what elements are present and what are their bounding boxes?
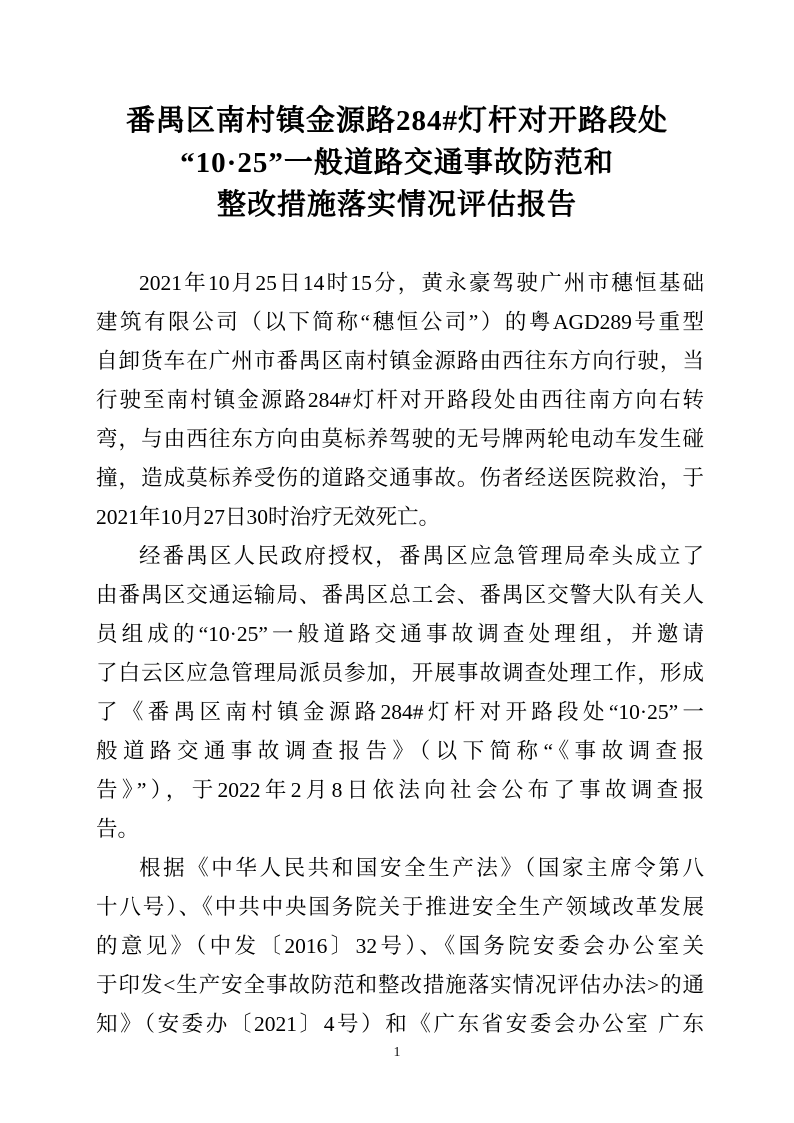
- document-title: [0, 100, 794, 226]
- text-line: 由番禺区交通运输局、番禺区总工会、番禺区交警大队有关人: [96, 583, 704, 607]
- text-line: 2021年10月27日30时治疗无效死亡。: [96, 505, 441, 529]
- text-line: 告》”），于2022年2月8日依法向社会公布了事故调查报: [96, 778, 704, 802]
- text-line: 建筑有限公司（以下简称“穗恒公司”）的粤AGD289号重型: [96, 310, 704, 334]
- title-line: 整改措施落实情况评估报告: [216, 189, 577, 221]
- text-line: 经番禺区人民政府授权，番禺区应急管理局牵头成立了: [139, 544, 704, 568]
- title-line: “10·25”一般道路交通事故防范和: [180, 147, 614, 179]
- text-line: 弯，与由西往东方向由莫标养驾驶的无号牌两轮电动车发生碰: [96, 427, 704, 451]
- text-line: 般道路交通事故调查报告》（以下简称“《事故调查报: [96, 739, 704, 763]
- title-line: 番禺区南村镇金源路284#灯杆对开路段处: [125, 105, 668, 137]
- text-line: 于印发<生产安全事故防范和整改措施落实情况评估办法>的通: [96, 973, 704, 997]
- paragraph-investigation-group: [96, 537, 704, 849]
- text-line: 根据《中华人民共和国安全生产法》（国家主席令第八: [139, 856, 704, 880]
- text-line: 知》（安委办〔2021〕4号）和《广东省安委会办公室 广东: [96, 1012, 704, 1036]
- text-line: 了《番禺区南村镇金源路284#灯杆对开路段处“10·25”一: [96, 700, 704, 724]
- text-line: 了白云区应急管理局派员参加，开展事故调查处理工作，形成: [96, 661, 704, 685]
- text-line: 2021年10月25日14时15分，黄永豪驾驶广州市穗恒基础: [139, 271, 704, 295]
- paragraph-legal-basis: [96, 849, 704, 1044]
- text-line: 行驶至南村镇金源路284#灯杆对开路段处由西往南方向右转: [96, 388, 704, 412]
- text-line: 撞，造成莫标养受伤的道路交通事故。伤者经送医院救治，于: [96, 466, 704, 490]
- text-line: 的意见》（中发〔2016〕32号）、《国务院安委会办公室关: [96, 934, 704, 958]
- text-line: 自卸货车在广州市番禺区南村镇金源路由西往东方向行驶，当: [96, 349, 704, 373]
- text-line: 员组成的“10·25”一般道路交通事故调查处理组，并邀请: [96, 622, 704, 646]
- page-number: 1: [393, 1045, 401, 1060]
- text-line: 告。: [96, 817, 140, 841]
- text-line: 十八号）、《中共中央国务院关于推进安全生产领域改革发展: [96, 895, 704, 919]
- document-body: [96, 264, 704, 1044]
- paragraph-accident-summary: [96, 264, 704, 537]
